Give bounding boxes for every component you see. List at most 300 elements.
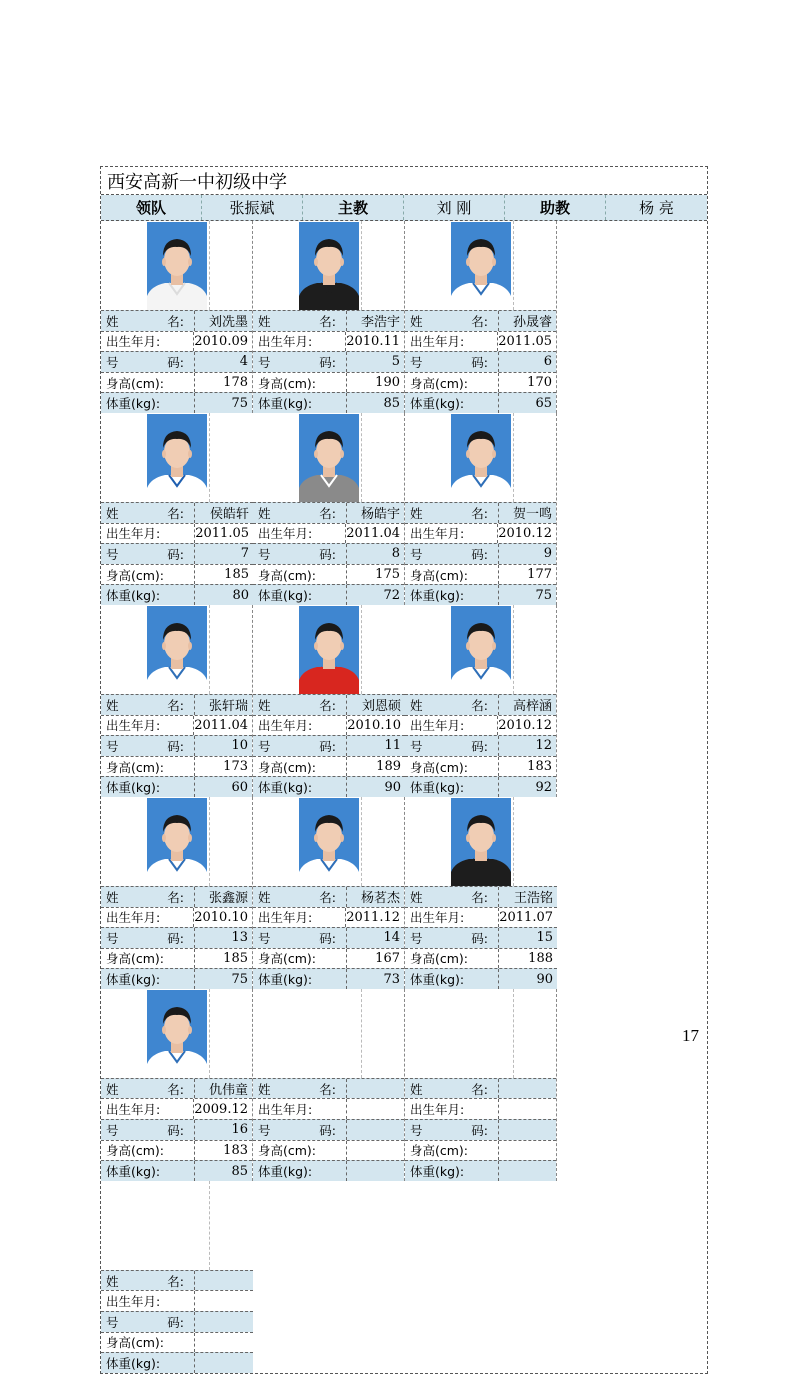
player-number: 5 bbox=[346, 352, 404, 372]
birth-row bbox=[405, 523, 556, 544]
player-weight bbox=[194, 1353, 253, 1373]
name-row bbox=[101, 694, 252, 715]
height-label: 身高(cm): bbox=[106, 1143, 165, 1159]
height-row bbox=[405, 756, 556, 777]
photo-cell bbox=[253, 221, 362, 310]
weight-label: 体重(kg): bbox=[106, 972, 161, 988]
player-number bbox=[498, 1120, 556, 1140]
name-label: 姓 名: bbox=[258, 1081, 336, 1097]
player-card bbox=[405, 605, 557, 797]
player-card bbox=[405, 797, 557, 989]
height-label: 身高(cm): bbox=[106, 375, 165, 391]
number-label: 号 码: bbox=[410, 930, 488, 946]
birth-row bbox=[405, 907, 557, 928]
birth-row bbox=[101, 523, 253, 544]
name-row bbox=[405, 502, 556, 523]
player-birth: 2010.11 bbox=[345, 332, 404, 352]
number-label: 号 码: bbox=[106, 930, 184, 946]
name-row bbox=[101, 502, 253, 523]
player-birth: 2011.05 bbox=[194, 524, 253, 544]
weight-row bbox=[101, 968, 252, 989]
weight-label: 体重(kg): bbox=[410, 588, 465, 604]
number-label: 号 码: bbox=[106, 354, 184, 370]
birth-row bbox=[405, 715, 556, 736]
weight-label: 体重(kg): bbox=[106, 1164, 161, 1180]
birth-label: 出生年月: bbox=[106, 334, 161, 350]
height-label: 身高(cm): bbox=[106, 567, 165, 583]
name-row bbox=[253, 694, 405, 715]
player-height: 183 bbox=[194, 1141, 252, 1161]
birth-label: 出生年月: bbox=[410, 334, 465, 350]
player-card bbox=[253, 797, 405, 989]
photo-cell bbox=[101, 221, 210, 310]
height-label: 身高(cm): bbox=[258, 759, 317, 775]
number-row bbox=[405, 1119, 556, 1140]
photo-row bbox=[253, 797, 404, 886]
name-row bbox=[101, 1270, 253, 1291]
weight-row bbox=[405, 968, 557, 989]
player-card bbox=[405, 413, 557, 605]
weight-row bbox=[253, 776, 405, 797]
photo-cell bbox=[101, 1181, 210, 1270]
player-number bbox=[346, 1120, 404, 1140]
height-label: 身高(cm): bbox=[258, 375, 317, 391]
height-label: 身高(cm): bbox=[106, 759, 165, 775]
weight-row bbox=[101, 1160, 252, 1181]
number-label: 号 码: bbox=[258, 1122, 336, 1138]
player-number: 8 bbox=[346, 544, 404, 564]
birth-label: 出生年月: bbox=[410, 526, 465, 542]
weight-row bbox=[253, 968, 404, 989]
name-label: 姓 名: bbox=[410, 313, 488, 329]
height-label: 身高(cm): bbox=[410, 375, 469, 391]
birth-label: 出生年月: bbox=[410, 1102, 465, 1118]
height-label: 身高(cm): bbox=[106, 951, 165, 967]
player-photo bbox=[451, 798, 511, 886]
player-height: 175 bbox=[346, 565, 404, 585]
photo-row bbox=[101, 221, 252, 310]
name-label: 姓 名: bbox=[258, 313, 336, 329]
birth-row bbox=[405, 1098, 556, 1119]
staff-name-leader: 张振斌 bbox=[202, 195, 303, 220]
weight-row bbox=[101, 1352, 253, 1373]
player-height: 188 bbox=[498, 949, 557, 969]
number-label: 号 码: bbox=[106, 1122, 184, 1138]
name-label: 姓 名: bbox=[410, 1081, 488, 1097]
number-label: 号 码: bbox=[258, 738, 336, 754]
staff-role-assistant-coach: 助教 bbox=[505, 195, 606, 220]
player-height: 170 bbox=[498, 373, 556, 393]
height-row bbox=[253, 564, 404, 585]
weight-label: 体重(kg): bbox=[258, 396, 313, 412]
photo-row bbox=[101, 605, 252, 694]
player-birth: 2009.12 bbox=[193, 1099, 252, 1119]
name-row bbox=[101, 1078, 252, 1099]
birth-label: 出生年月: bbox=[106, 526, 161, 542]
player-weight: 90 bbox=[498, 969, 557, 989]
player-card bbox=[101, 1181, 253, 1373]
weight-label: 体重(kg): bbox=[410, 972, 465, 988]
player-photo bbox=[299, 222, 359, 310]
number-row bbox=[101, 543, 253, 564]
name-label: 姓 名: bbox=[410, 505, 488, 521]
birth-row bbox=[101, 907, 252, 928]
player-number: 16 bbox=[194, 1120, 252, 1140]
player-card bbox=[101, 413, 253, 605]
name-label: 姓 名: bbox=[258, 889, 336, 905]
number-row bbox=[405, 735, 556, 756]
number-label: 号 码: bbox=[258, 354, 336, 370]
height-row bbox=[405, 1140, 556, 1161]
photo-cell bbox=[253, 989, 362, 1078]
player-number: 13 bbox=[194, 928, 252, 948]
name-label: 姓 名: bbox=[410, 697, 488, 713]
player-weight: 73 bbox=[346, 969, 404, 989]
weight-row bbox=[405, 392, 556, 413]
player-name bbox=[346, 1079, 404, 1099]
height-label: 身高(cm): bbox=[410, 1143, 469, 1159]
weight-label: 体重(kg): bbox=[258, 1164, 313, 1180]
weight-label: 体重(kg): bbox=[106, 588, 161, 604]
player-birth: 2010.10 bbox=[346, 716, 405, 736]
number-label: 号 码: bbox=[410, 354, 488, 370]
player-weight: 85 bbox=[194, 1161, 252, 1181]
name-label: 姓 名: bbox=[258, 697, 336, 713]
player-birth bbox=[346, 1099, 404, 1119]
number-label: 号 码: bbox=[258, 930, 336, 946]
player-number: 9 bbox=[498, 544, 556, 564]
player-weight: 60 bbox=[194, 777, 252, 797]
number-row bbox=[253, 735, 405, 756]
photo-cell bbox=[253, 413, 362, 502]
name-row bbox=[101, 886, 252, 907]
player-weight: 72 bbox=[346, 585, 404, 605]
number-row bbox=[253, 1119, 404, 1140]
name-row bbox=[405, 886, 557, 907]
weight-label: 体重(kg): bbox=[410, 780, 465, 796]
player-photo bbox=[451, 606, 511, 694]
name-row bbox=[253, 1078, 404, 1099]
photo-cell bbox=[405, 413, 514, 502]
weight-label: 体重(kg): bbox=[106, 780, 161, 796]
player-card bbox=[101, 605, 253, 797]
player-name: 王浩铭 bbox=[498, 887, 557, 907]
birth-label: 出生年月: bbox=[106, 1294, 161, 1310]
player-number: 4 bbox=[194, 352, 252, 372]
height-row bbox=[405, 372, 556, 393]
school-title: 西安高新一中初级中学 bbox=[101, 167, 707, 195]
weight-label: 体重(kg): bbox=[258, 588, 313, 604]
player-name: 仇伟童 bbox=[194, 1079, 252, 1099]
height-row bbox=[101, 1140, 252, 1161]
weight-label: 体重(kg): bbox=[258, 972, 313, 988]
weight-row bbox=[253, 392, 404, 413]
photo-row bbox=[253, 221, 404, 310]
weight-row bbox=[405, 1160, 556, 1181]
player-name: 杨茗杰 bbox=[346, 887, 404, 907]
player-name: 孙晟睿 bbox=[498, 311, 556, 331]
birth-label: 出生年月: bbox=[106, 910, 161, 926]
page-number: 17 bbox=[682, 1026, 699, 1045]
player-name: 侯皓轩 bbox=[194, 503, 253, 523]
photo-row bbox=[101, 1181, 253, 1270]
birth-label: 出生年月: bbox=[258, 1102, 313, 1118]
photo-cell bbox=[253, 797, 362, 886]
number-label: 号 码: bbox=[410, 738, 488, 754]
height-label: 身高(cm): bbox=[410, 759, 469, 775]
player-weight bbox=[346, 1161, 404, 1181]
player-number: 7 bbox=[194, 544, 253, 564]
photo-row bbox=[253, 605, 405, 694]
photo-cell bbox=[405, 989, 514, 1078]
birth-label: 出生年月: bbox=[410, 910, 465, 926]
number-row bbox=[101, 1119, 252, 1140]
photo-cell bbox=[405, 797, 514, 886]
player-height: 190 bbox=[346, 373, 404, 393]
number-row bbox=[405, 927, 557, 948]
player-weight: 75 bbox=[194, 969, 252, 989]
staff-role-head-coach: 主教 bbox=[303, 195, 404, 220]
staff-role-leader: 领队 bbox=[101, 195, 202, 220]
number-row bbox=[101, 927, 252, 948]
player-height bbox=[194, 1333, 253, 1353]
number-label: 号 码: bbox=[258, 546, 336, 562]
birth-label: 出生年月: bbox=[258, 334, 313, 350]
player-number: 12 bbox=[498, 736, 556, 756]
player-weight: 65 bbox=[498, 393, 556, 413]
player-weight: 85 bbox=[346, 393, 404, 413]
name-label: 姓 名: bbox=[106, 697, 184, 713]
weight-row bbox=[101, 776, 252, 797]
player-name: 刘恩硕 bbox=[346, 695, 405, 715]
height-row bbox=[101, 1332, 253, 1353]
name-label: 姓 名: bbox=[106, 313, 184, 329]
player-name: 刘冼墨 bbox=[194, 311, 252, 331]
player-photo bbox=[451, 414, 511, 502]
height-row bbox=[253, 756, 405, 777]
birth-row bbox=[253, 1098, 404, 1119]
player-name: 贺一鸣 bbox=[498, 503, 556, 523]
player-birth: 2011.12 bbox=[345, 908, 404, 928]
name-row bbox=[101, 310, 252, 331]
number-row bbox=[101, 351, 252, 372]
number-row bbox=[405, 543, 556, 564]
player-birth: 2011.05 bbox=[497, 332, 556, 352]
player-number: 6 bbox=[498, 352, 556, 372]
player-name: 杨皓宇 bbox=[346, 503, 404, 523]
weight-row bbox=[253, 1160, 404, 1181]
photo-cell bbox=[101, 797, 210, 886]
number-row bbox=[101, 735, 252, 756]
staff-row bbox=[101, 195, 707, 221]
photo-cell bbox=[101, 413, 210, 502]
player-height: 185 bbox=[194, 565, 253, 585]
player-birth: 2010.12 bbox=[497, 716, 556, 736]
player-photo bbox=[147, 606, 207, 694]
birth-row bbox=[101, 331, 252, 352]
player-photo bbox=[451, 222, 511, 310]
photo-cell bbox=[253, 605, 362, 694]
birth-label: 出生年月: bbox=[258, 526, 313, 542]
player-birth: 2011.04 bbox=[193, 716, 252, 736]
player-number: 14 bbox=[346, 928, 404, 948]
player-name bbox=[194, 1271, 253, 1291]
player-birth: 2011.04 bbox=[345, 524, 404, 544]
player-number bbox=[194, 1312, 253, 1332]
player-height: 185 bbox=[194, 949, 252, 969]
photo-row bbox=[101, 413, 253, 502]
team-roster-table bbox=[100, 166, 708, 1374]
player-number: 15 bbox=[498, 928, 557, 948]
player-height: 189 bbox=[346, 757, 405, 777]
weight-label: 体重(kg): bbox=[258, 780, 313, 796]
height-label: 身高(cm): bbox=[258, 1143, 317, 1159]
player-weight: 75 bbox=[498, 585, 556, 605]
player-card bbox=[253, 413, 405, 605]
player-height bbox=[498, 1141, 556, 1161]
photo-row bbox=[101, 989, 252, 1078]
birth-row bbox=[101, 1290, 253, 1311]
height-row bbox=[405, 948, 557, 969]
player-card bbox=[405, 989, 557, 1181]
name-label: 姓 名: bbox=[106, 1081, 184, 1097]
player-card bbox=[253, 605, 405, 797]
birth-label: 出生年月: bbox=[410, 718, 465, 734]
staff-name-head-coach: 刘 刚 bbox=[404, 195, 505, 220]
photo-row bbox=[405, 797, 557, 886]
weight-label: 体重(kg): bbox=[410, 396, 465, 412]
height-row bbox=[405, 564, 556, 585]
birth-row bbox=[101, 715, 252, 736]
staff-name-assistant-coach: 杨 亮 bbox=[639, 199, 674, 217]
player-name: 高梓涵 bbox=[498, 695, 556, 715]
photo-row bbox=[253, 989, 404, 1078]
player-photo bbox=[299, 798, 359, 886]
number-row bbox=[253, 351, 404, 372]
name-label: 姓 名: bbox=[106, 889, 184, 905]
player-photo bbox=[147, 222, 207, 310]
player-card bbox=[253, 989, 405, 1181]
name-label: 姓 名: bbox=[410, 889, 488, 905]
player-card bbox=[405, 221, 557, 413]
player-name: 张轩瑞 bbox=[194, 695, 252, 715]
player-card bbox=[101, 989, 253, 1181]
players-grid bbox=[101, 221, 707, 1373]
name-label: 姓 名: bbox=[258, 505, 336, 521]
height-row bbox=[253, 948, 404, 969]
player-card bbox=[101, 797, 253, 989]
photo-row bbox=[101, 797, 252, 886]
weight-label: 体重(kg): bbox=[410, 1164, 465, 1180]
player-photo bbox=[147, 414, 207, 502]
birth-row bbox=[405, 331, 556, 352]
height-label: 身高(cm): bbox=[410, 951, 469, 967]
player-photo bbox=[147, 798, 207, 886]
height-row bbox=[253, 1140, 404, 1161]
height-row bbox=[101, 372, 252, 393]
player-photo bbox=[299, 606, 359, 694]
player-height: 173 bbox=[194, 757, 252, 777]
height-label: 身高(cm): bbox=[410, 567, 469, 583]
photo-row bbox=[253, 413, 404, 502]
photo-row bbox=[405, 413, 556, 502]
player-birth: 2010.12 bbox=[497, 524, 556, 544]
weight-row bbox=[101, 392, 252, 413]
height-label: 身高(cm): bbox=[106, 1335, 165, 1351]
player-number: 10 bbox=[194, 736, 252, 756]
name-row bbox=[405, 1078, 556, 1099]
weight-label: 体重(kg): bbox=[106, 396, 161, 412]
player-weight bbox=[498, 1161, 556, 1181]
name-row bbox=[253, 310, 404, 331]
number-row bbox=[253, 543, 404, 564]
birth-row bbox=[253, 331, 404, 352]
number-row bbox=[405, 351, 556, 372]
birth-row bbox=[253, 523, 404, 544]
birth-label: 出生年月: bbox=[258, 910, 313, 926]
photo-cell bbox=[405, 221, 514, 310]
weight-label: 体重(kg): bbox=[106, 1356, 161, 1372]
height-row bbox=[101, 756, 252, 777]
height-row bbox=[101, 564, 253, 585]
player-height bbox=[346, 1141, 404, 1161]
weight-row bbox=[101, 584, 253, 605]
height-label: 身高(cm): bbox=[258, 567, 317, 583]
height-row bbox=[101, 948, 252, 969]
weight-row bbox=[405, 584, 556, 605]
weight-row bbox=[253, 584, 404, 605]
player-height: 178 bbox=[194, 373, 252, 393]
number-label: 号 码: bbox=[106, 546, 184, 562]
player-birth: 2010.10 bbox=[193, 908, 252, 928]
name-row bbox=[253, 502, 404, 523]
birth-row bbox=[253, 907, 404, 928]
photo-cell bbox=[405, 605, 514, 694]
player-card bbox=[253, 221, 405, 413]
player-photo bbox=[147, 990, 207, 1078]
name-row bbox=[253, 886, 404, 907]
height-label: 身高(cm): bbox=[258, 951, 317, 967]
player-photo bbox=[299, 414, 359, 502]
player-name: 李浩宇 bbox=[346, 311, 404, 331]
player-card bbox=[101, 221, 253, 413]
player-height: 183 bbox=[498, 757, 556, 777]
player-birth: 2011.07 bbox=[498, 908, 557, 928]
number-row bbox=[253, 927, 404, 948]
number-label: 号 码: bbox=[410, 546, 488, 562]
birth-label: 出生年月: bbox=[106, 718, 161, 734]
height-row bbox=[253, 372, 404, 393]
player-name bbox=[498, 1079, 556, 1099]
photo-row bbox=[405, 989, 556, 1078]
player-weight: 75 bbox=[194, 393, 252, 413]
player-weight: 92 bbox=[498, 777, 556, 797]
number-label: 号 码: bbox=[106, 738, 184, 754]
number-label: 号 码: bbox=[410, 1122, 488, 1138]
name-row bbox=[405, 310, 556, 331]
birth-row bbox=[101, 1098, 252, 1119]
birth-label: 出生年月: bbox=[258, 718, 313, 734]
name-label: 姓 名: bbox=[106, 1273, 184, 1289]
player-number: 11 bbox=[346, 736, 405, 756]
birth-label: 出生年月: bbox=[106, 1102, 161, 1118]
number-row bbox=[101, 1311, 253, 1332]
number-label: 号 码: bbox=[106, 1314, 184, 1330]
player-height: 177 bbox=[498, 565, 556, 585]
player-weight: 90 bbox=[346, 777, 405, 797]
photo-cell bbox=[101, 605, 210, 694]
photo-row bbox=[405, 605, 556, 694]
